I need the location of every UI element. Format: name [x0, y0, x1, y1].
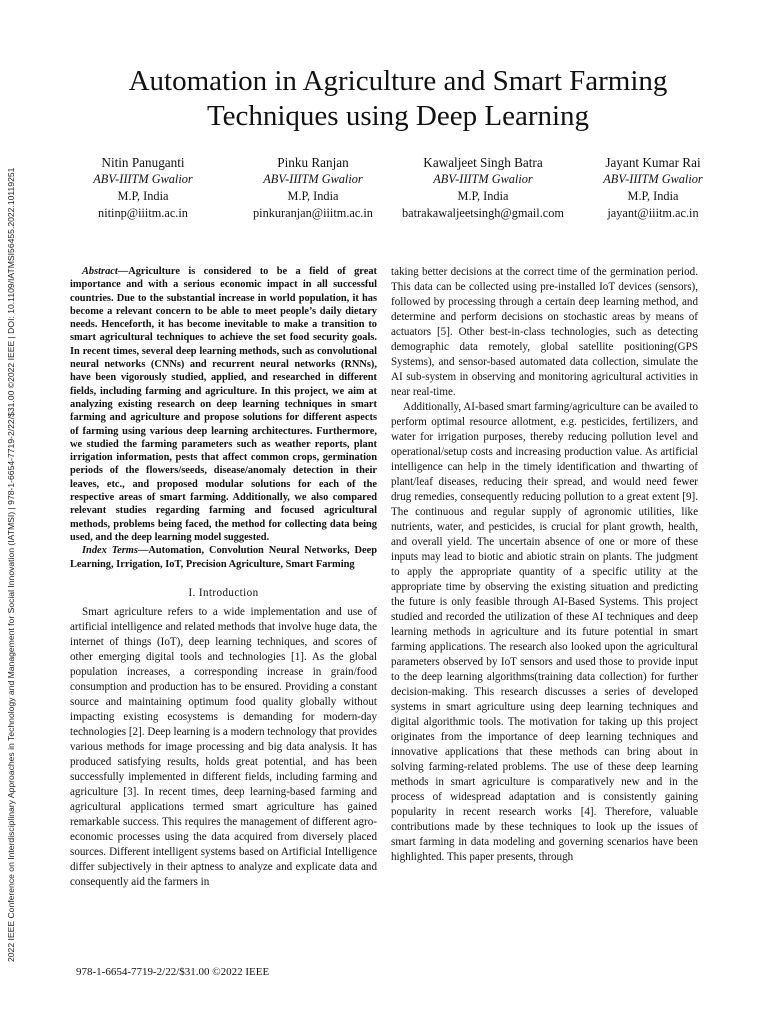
doi-side-note — [4, 72, 20, 972]
abstract-lead: Abstract — [82, 266, 118, 277]
author-affiliation: ABV-IIITM Gwalior — [603, 172, 703, 186]
author-1 — [58, 154, 228, 222]
index-terms-lead: Index Terms — [82, 545, 138, 557]
right-column — [391, 265, 698, 865]
author-location: M.P, India — [117, 189, 169, 203]
author-4 — [568, 154, 738, 222]
abstract — [70, 265, 377, 544]
author-block — [58, 154, 738, 222]
paper-title — [60, 64, 736, 134]
author-name: Pinku Ranjan — [277, 155, 349, 170]
copyright-footer: 978-1-6654-7719-2/22/$31.00 ©2022 IEEE — [76, 966, 270, 978]
author-affiliation: ABV-IIITM Gwalior — [93, 172, 193, 186]
author-email[interactable]: jayant@iiitm.ac.in — [607, 206, 699, 220]
doi-side-note-text: 2022 IEEE Conference on Interdisciplinary Approaches in Technology and Management for Social Innovation (IATMSI) | 978-1-6654-7719-2/22/$31.00 ©2022 IEEE | DOI: 10.1109/IATMSI56455.2022.10119251 — [6, 167, 16, 962]
index-terms-text: —Automation, Convolution Neural Networks, Deep Learning, Irrigation, IoT, Precision Agriculture, Smart Farming — [70, 545, 377, 570]
author-affiliation: ABV-IIITM Gwalior — [263, 172, 363, 186]
author-email[interactable]: pinkuranjan@iiitm.ac.in — [253, 206, 373, 220]
body-paragraph-1: taking better decisions at the correct time of the germination period. This data can be collected using pre-installed IoT devices (sensors), followed by processing through a certain deep learning method, and determine and perform decisions on stochastic areas by means of actuators [5]. Other best-in-class technologies, such as detecting demographic data remotely, global satellite positioning(GPS Systems), and sensor-based automated data collection, simulate the AI sub-system in observing and monitoring agricultural activities in near real-time. — [391, 266, 698, 398]
body-paragraph-2: Additionally, AI-based smart farming/agriculture can be availed to perform optimal resource allotment, e.g. pesticides, fertilizers, and water for irrigation purposes, thereby reducing pollution level and operational/setup costs and increasing production value. As artificial intelligence can help in the timely identification and thwarting of plant/leaf diseases, reducing their spread, and would need fewer drug remedies, consequently reducing pollution to a great extent [9]. The continuous and regular supply of agronomic utilities, like nutrients, water, and pesticides, is crucial for plant growth, health, and overall yield. The uncertain absence of one or more of these inputs may lead to biotic and abiotic strain on plants. The judgment to apply the appropriate quantity of a specific utility at the appropriate time by observing the existing situation and predicting the future is only feasible through AI-Based Systems. This project studied and recorded the utilization of these AI techniques and deep learning methods in agriculture and its future potential in smart farming applications. The research also looked upon the agricultural parameters observed by IoT sensors and used those to provide input to the deep learning algorithms(training data collection) for further decision-making. This research discusses a series of developed systems in smart agriculture using deep learning techniques and digital algorithmic tools. The motivation for taking up this project originates from the importance of deep learning techniques and innovative applications that these methods can bring about in solving farming-related problems. The use of these deep learning methods in smart agriculture is comparatively new and in the process of widespread adaptation and is consistently gaining popularity in recent research works [4]. Therefore, valuable contributions made by these techniques to look up the issues of smart farming in data modeling and governing scenarios have been highlighted. This paper presents, through — [391, 401, 699, 863]
index-terms — [70, 544, 377, 571]
abstract-text: —Agriculture is considered to be a field of great importance and with a serious economic impact in all successful countries. Due to the substantial increase in world population, it has become a relevant concern to be able to meet people’s daily dietary needs. Henceforth, it has become inevitable to make a transition to smart agricultural techniques to achieve the set food security goals. In recent times, several deep learning methods, such as convolutional neural networks (CNNs) and recurrent neural networks (RNNs), have been vigorously studied, applied, and researched in different fields, including farming and agriculture. In this project, we aim at analyzing existing research on deep learning techniques in smart farming and agriculture and propose solutions for different aspects of farming using various deep learning architectures. Furthermore, we studied the farming parameters such as weather reports, plant irrigation information, pests that affect common crops, germination periods of the flowers/seeds, disease/anomaly detection in their leaves, etc., and proposed modular solutions for each of the respective areas of smart farming. Additionally, we also compared relevant studies regarding farming and focused agricultural methods, problems being faced, the method for collecting data being used, and the deep learning model suggested. — [70, 266, 377, 543]
author-location: M.P, India — [627, 189, 679, 203]
author-location: M.P, India — [287, 189, 339, 203]
author-name: Nitin Panuganti — [101, 155, 185, 170]
author-affiliation: ABV-IIITM Gwalior — [433, 172, 533, 186]
author-email[interactable]: nitinp@iiitm.ac.in — [98, 206, 188, 220]
author-3 — [398, 154, 568, 222]
author-2 — [228, 154, 398, 222]
title-line-1: Automation in Agriculture and Smart Farming — [128, 65, 668, 97]
section-heading-introduction: I. Introduction — [188, 586, 259, 599]
author-location: M.P, India — [457, 189, 509, 203]
left-column — [70, 265, 377, 890]
intro-paragraph: Smart agriculture refers to a wide implementation and use of artificial intelligence and related methods that involve huge data, the internet of things (IoT), deep learning techniques, and scores of other emerging digital tools and technologies [1]. As the global population increases, a corresponding increase in grain/food consumption and production has to be ensured. Providing a constant source and maintaining optimum food quality globally without impacting existing ecosystems is demanding for modern-day technologies [2]. Deep learning is a modern technology that provides various methods for image processing and big data analysis. It has produced satisfying results, holds great potential, and has been successfully implemented in different fields, including farming and agriculture [3]. In recent times, deep learning-based farming and agricultural applications termed smart agriculture has gained remarkable success. This requires the management of different agro-economic processes using the data acquired from diversely placed sources. Different intelligent systems based on Artificial Intelligence differ subjectively in their aptness to analyze and explicate data and consequently aid the farmers in — [70, 605, 377, 888]
author-email[interactable]: batrakawaljeetsingh@gmail.com — [402, 206, 564, 220]
author-name: Jayant Kumar Rai — [605, 155, 701, 170]
author-name: Kawaljeet Singh Batra — [423, 155, 543, 170]
title-line-2: Techniques using Deep Learning — [206, 100, 590, 132]
